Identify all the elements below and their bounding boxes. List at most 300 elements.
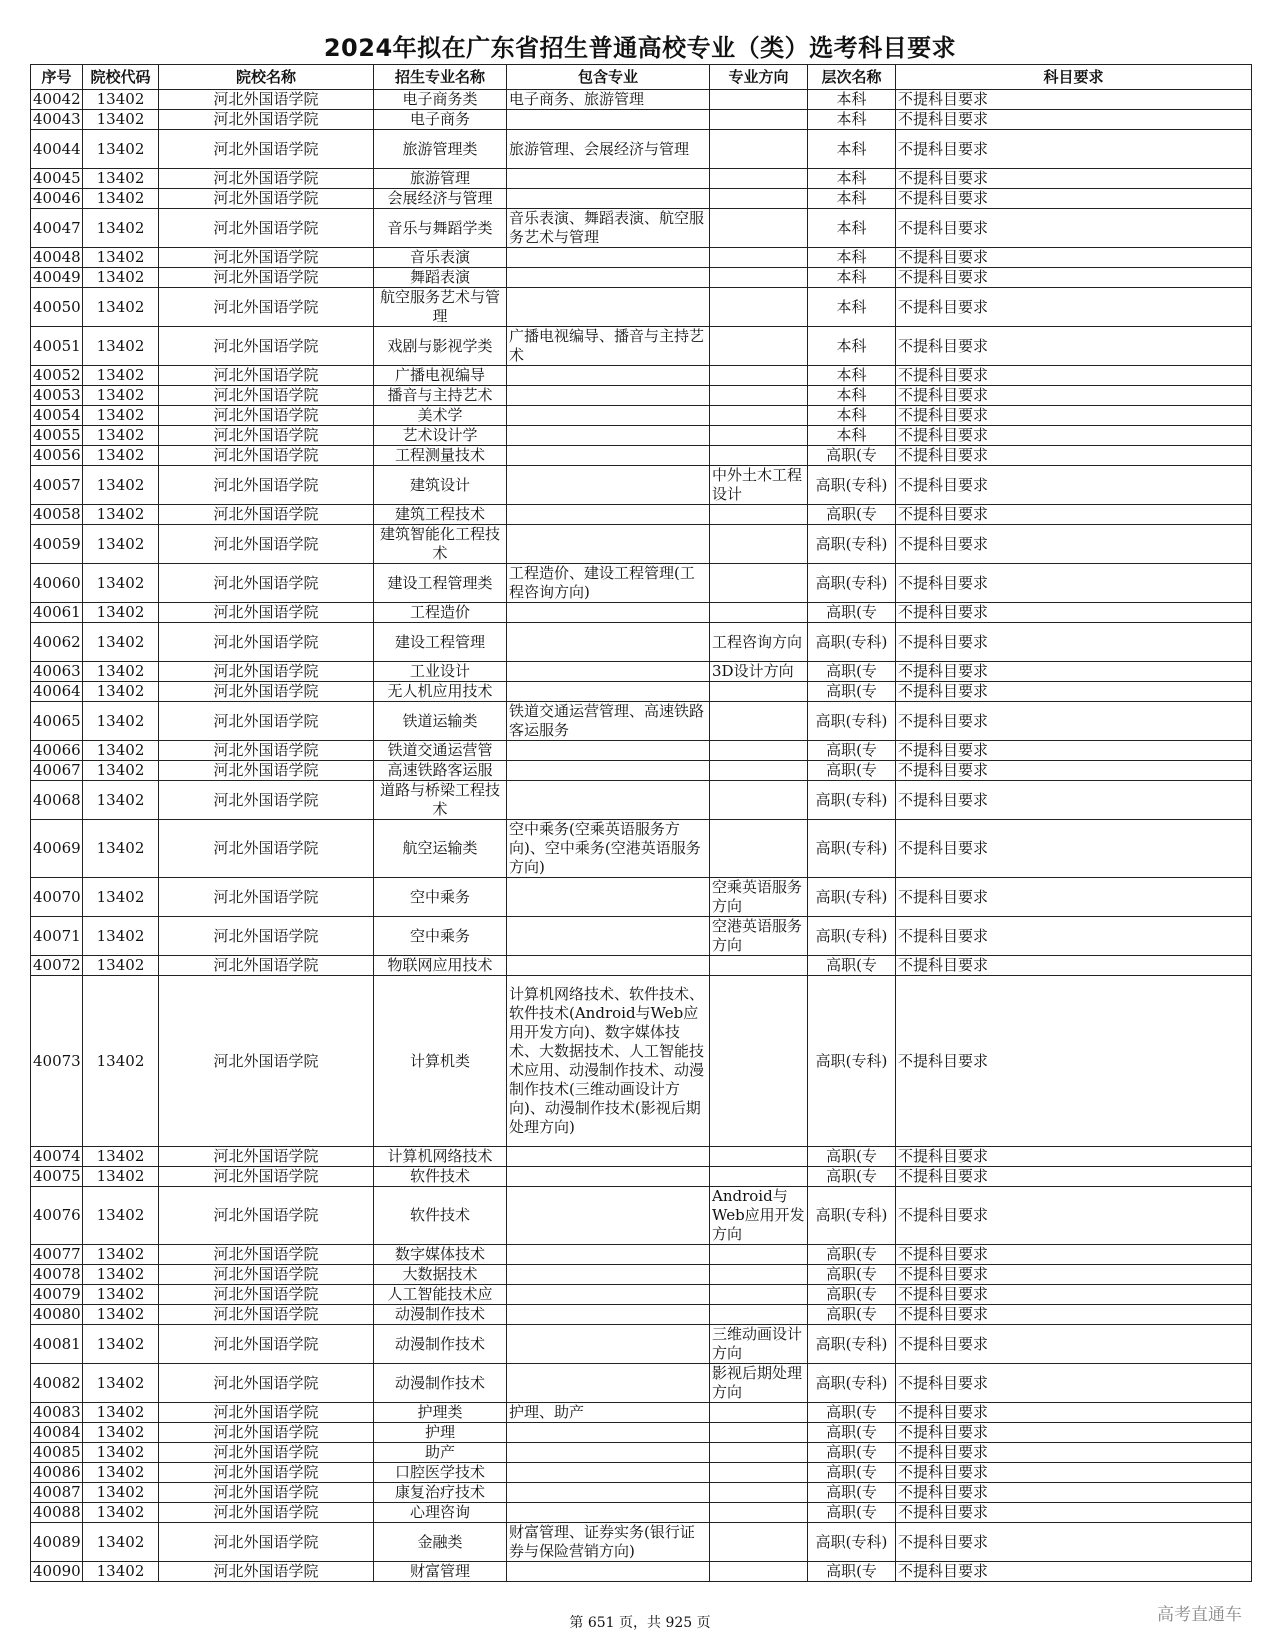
cell-school-name: 河北外国语学院	[159, 268, 374, 288]
cell-major-name: 无人机应用技术	[374, 682, 507, 702]
cell-direction: Android与Web应用开发方向	[710, 1187, 808, 1245]
cell-direction	[710, 682, 808, 702]
cell-level: 高职(专	[808, 1245, 896, 1265]
cell-major-name: 铁道运输类	[374, 702, 507, 741]
cell-included-majors	[507, 1423, 710, 1443]
cell-subject-requirement: 不提科目要求	[896, 268, 1252, 288]
cell-direction	[710, 1167, 808, 1187]
table-row	[31, 603, 1252, 623]
cell-seq: 40058	[31, 505, 83, 525]
cell-school-code: 13402	[83, 741, 159, 761]
cell-major-name: 康复治疗技术	[374, 1483, 507, 1503]
cell-school-name: 河北外国语学院	[159, 426, 374, 446]
cell-school-code: 13402	[83, 110, 159, 130]
cell-major-name: 护理	[374, 1423, 507, 1443]
column-header-subject-requirement: 科目要求	[896, 65, 1252, 90]
cell-direction	[710, 1463, 808, 1483]
cell-school-name: 河北外国语学院	[159, 446, 374, 466]
cell-included-majors	[507, 1562, 710, 1582]
cell-subject-requirement: 不提科目要求	[896, 406, 1252, 426]
cell-seq: 40049	[31, 268, 83, 288]
cell-school-code: 13402	[83, 662, 159, 682]
cell-major-name: 工业设计	[374, 662, 507, 682]
cell-level: 高职(专	[808, 1265, 896, 1285]
cell-major-name: 美术学	[374, 406, 507, 426]
cell-direction	[710, 1147, 808, 1167]
cell-major-name: 旅游管理类	[374, 130, 507, 169]
table-row	[31, 761, 1252, 781]
cell-school-name: 河北外国语学院	[159, 702, 374, 741]
cell-school-code: 13402	[83, 446, 159, 466]
cell-included-majors	[507, 268, 710, 288]
cell-school-code: 13402	[83, 1325, 159, 1364]
cell-major-name: 口腔医学技术	[374, 1463, 507, 1483]
cell-included-majors	[507, 110, 710, 130]
cell-subject-requirement: 不提科目要求	[896, 90, 1252, 110]
cell-school-code: 13402	[83, 956, 159, 976]
cell-school-name: 河北外国语学院	[159, 1523, 374, 1562]
cell-school-code: 13402	[83, 248, 159, 268]
cell-seq: 40078	[31, 1265, 83, 1285]
cell-level: 本科	[808, 130, 896, 169]
cell-subject-requirement: 不提科目要求	[896, 1167, 1252, 1187]
cell-subject-requirement: 不提科目要求	[896, 741, 1252, 761]
cell-direction	[710, 1443, 808, 1463]
cell-school-code: 13402	[83, 1265, 159, 1285]
cell-school-name: 河北外国语学院	[159, 1285, 374, 1305]
cell-included-majors: 财富管理、证券实务(银行证券与保险营销方向)	[507, 1523, 710, 1562]
cell-seq: 40087	[31, 1483, 83, 1503]
cell-included-majors	[507, 446, 710, 466]
cell-direction	[710, 603, 808, 623]
cell-subject-requirement: 不提科目要求	[896, 956, 1252, 976]
cell-level: 高职(专科)	[808, 781, 896, 820]
cell-major-name: 工程造价	[374, 603, 507, 623]
cell-included-majors	[507, 917, 710, 956]
page-footer: 第 651 页，共 925 页	[569, 1615, 711, 1631]
cell-direction	[710, 1423, 808, 1443]
column-header-major-name: 招生专业名称	[374, 65, 507, 90]
cell-subject-requirement: 不提科目要求	[896, 1265, 1252, 1285]
table-row	[31, 662, 1252, 682]
table-row	[31, 209, 1252, 248]
cell-school-name: 河北外国语学院	[159, 761, 374, 781]
cell-direction	[710, 741, 808, 761]
cell-school-name: 河北外国语学院	[159, 130, 374, 169]
cell-seq: 40053	[31, 386, 83, 406]
cell-level: 本科	[808, 386, 896, 406]
cell-seq: 40077	[31, 1245, 83, 1265]
cell-school-code: 13402	[83, 1245, 159, 1265]
cell-seq: 40069	[31, 820, 83, 878]
cell-school-name: 河北外国语学院	[159, 189, 374, 209]
cell-subject-requirement: 不提科目要求	[896, 288, 1252, 327]
cell-level: 高职(专	[808, 603, 896, 623]
cell-school-name: 河北外国语学院	[159, 878, 374, 917]
cell-seq: 40068	[31, 781, 83, 820]
cell-level: 本科	[808, 288, 896, 327]
cell-level: 高职(专科)	[808, 820, 896, 878]
cell-level: 高职(专	[808, 1167, 896, 1187]
cell-level: 高职(专科)	[808, 1187, 896, 1245]
cell-major-name: 广播电视编导	[374, 366, 507, 386]
table-row	[31, 976, 1252, 1147]
cell-school-code: 13402	[83, 1463, 159, 1483]
cell-major-name: 舞蹈表演	[374, 268, 507, 288]
cell-level: 本科	[808, 327, 896, 366]
cell-subject-requirement: 不提科目要求	[896, 1523, 1252, 1562]
cell-level: 本科	[808, 189, 896, 209]
cell-included-majors	[507, 1245, 710, 1265]
cell-seq: 40075	[31, 1167, 83, 1187]
cell-school-name: 河北外国语学院	[159, 1423, 374, 1443]
cell-school-code: 13402	[83, 327, 159, 366]
cell-seq: 40047	[31, 209, 83, 248]
cell-subject-requirement: 不提科目要求	[896, 1364, 1252, 1403]
cell-school-name: 河北外国语学院	[159, 1403, 374, 1423]
cell-subject-requirement: 不提科目要求	[896, 917, 1252, 956]
cell-school-code: 13402	[83, 1562, 159, 1582]
table-row	[31, 268, 1252, 288]
cell-major-name: 建筑工程技术	[374, 505, 507, 525]
cell-level: 本科	[808, 209, 896, 248]
cell-subject-requirement: 不提科目要求	[896, 189, 1252, 209]
cell-included-majors	[507, 623, 710, 662]
table-row	[31, 1285, 1252, 1305]
cell-school-name: 河北外国语学院	[159, 1325, 374, 1364]
column-header-direction: 专业方向	[710, 65, 808, 90]
cell-major-name: 建筑设计	[374, 466, 507, 505]
cell-seq: 40079	[31, 1285, 83, 1305]
cell-direction	[710, 956, 808, 976]
cell-included-majors	[507, 1285, 710, 1305]
cell-included-majors: 计算机网络技术、软件技术、软件技术(Android与Web应用开发方向)、数字媒体技术、大数据技术、人工智能技术应用、动漫制作技术、动漫制作技术(三维动画设计方向)、动漫制作技术(影视后期处理方向)	[507, 976, 710, 1147]
table-row	[31, 820, 1252, 878]
cell-major-name: 电子商务类	[374, 90, 507, 110]
table-row	[31, 1562, 1252, 1582]
cell-school-code: 13402	[83, 820, 159, 878]
cell-seq: 40084	[31, 1423, 83, 1443]
cell-seq: 40042	[31, 90, 83, 110]
cell-school-name: 河北外国语学院	[159, 169, 374, 189]
table-row	[31, 406, 1252, 426]
cell-direction	[710, 564, 808, 603]
cell-school-name: 河北外国语学院	[159, 505, 374, 525]
cell-major-name: 道路与桥梁工程技术	[374, 781, 507, 820]
table-row	[31, 90, 1252, 110]
table-row	[31, 564, 1252, 603]
cell-school-code: 13402	[83, 1187, 159, 1245]
cell-subject-requirement: 不提科目要求	[896, 248, 1252, 268]
cell-subject-requirement: 不提科目要求	[896, 564, 1252, 603]
cell-direction: 影视后期处理方向	[710, 1364, 808, 1403]
cell-school-code: 13402	[83, 682, 159, 702]
table-row	[31, 878, 1252, 917]
cell-major-name: 护理类	[374, 1403, 507, 1423]
cell-seq: 40083	[31, 1403, 83, 1423]
cell-school-code: 13402	[83, 505, 159, 525]
table-row	[31, 327, 1252, 366]
cell-subject-requirement: 不提科目要求	[896, 976, 1252, 1147]
cell-major-name: 助产	[374, 1443, 507, 1463]
cell-major-name: 航空服务艺术与管理	[374, 288, 507, 327]
table-row	[31, 110, 1252, 130]
cell-included-majors	[507, 1503, 710, 1523]
cell-direction	[710, 1285, 808, 1305]
cell-included-majors	[507, 956, 710, 976]
cell-seq: 40086	[31, 1463, 83, 1483]
table-row	[31, 1187, 1252, 1245]
cell-direction	[710, 1523, 808, 1562]
cell-included-majors: 护理、助产	[507, 1403, 710, 1423]
cell-school-name: 河北外国语学院	[159, 1443, 374, 1463]
cell-direction	[710, 327, 808, 366]
table-row	[31, 1305, 1252, 1325]
cell-major-name: 铁道交通运营管	[374, 741, 507, 761]
cell-subject-requirement: 不提科目要求	[896, 682, 1252, 702]
cell-direction	[710, 446, 808, 466]
cell-direction	[710, 189, 808, 209]
cell-school-name: 河北外国语学院	[159, 386, 374, 406]
cell-included-majors	[507, 466, 710, 505]
cell-included-majors	[507, 1167, 710, 1187]
cell-school-name: 河北外国语学院	[159, 1305, 374, 1325]
cell-seq: 40073	[31, 976, 83, 1147]
cell-major-name: 物联网应用技术	[374, 956, 507, 976]
cell-seq: 40089	[31, 1523, 83, 1562]
cell-seq: 40063	[31, 662, 83, 682]
cell-school-name: 河北外国语学院	[159, 288, 374, 327]
cell-subject-requirement: 不提科目要求	[896, 169, 1252, 189]
cell-subject-requirement: 不提科目要求	[896, 761, 1252, 781]
table-row	[31, 1423, 1252, 1443]
cell-seq: 40071	[31, 917, 83, 956]
cell-seq: 40046	[31, 189, 83, 209]
cell-school-code: 13402	[83, 1503, 159, 1523]
cell-school-name: 河北外国语学院	[159, 1364, 374, 1403]
cell-major-name: 电子商务	[374, 110, 507, 130]
cell-level: 高职(专	[808, 1147, 896, 1167]
cell-level: 高职(专科)	[808, 1523, 896, 1562]
cell-direction	[710, 1562, 808, 1582]
cell-level: 高职(专科)	[808, 917, 896, 956]
cell-seq: 40056	[31, 446, 83, 466]
cell-seq: 40059	[31, 525, 83, 564]
cell-level: 高职(专科)	[808, 702, 896, 741]
cell-included-majors	[507, 1265, 710, 1285]
cell-level: 高职(专	[808, 1503, 896, 1523]
cell-seq: 40081	[31, 1325, 83, 1364]
cell-direction	[710, 209, 808, 248]
cell-major-name: 数字媒体技术	[374, 1245, 507, 1265]
table-row	[31, 288, 1252, 327]
table-row	[31, 1523, 1252, 1562]
cell-subject-requirement: 不提科目要求	[896, 209, 1252, 248]
cell-school-name: 河北外国语学院	[159, 1463, 374, 1483]
cell-seq: 40067	[31, 761, 83, 781]
cell-major-name: 动漫制作技术	[374, 1364, 507, 1403]
cell-school-name: 河北外国语学院	[159, 525, 374, 564]
cell-level: 高职(专	[808, 1285, 896, 1305]
cell-school-code: 13402	[83, 1285, 159, 1305]
cell-seq: 40070	[31, 878, 83, 917]
cell-direction: 中外土木工程设计	[710, 466, 808, 505]
table-row	[31, 1483, 1252, 1503]
cell-school-code: 13402	[83, 1483, 159, 1503]
cell-subject-requirement: 不提科目要求	[896, 1403, 1252, 1423]
table-row	[31, 1463, 1252, 1483]
cell-subject-requirement: 不提科目要求	[896, 1305, 1252, 1325]
cell-included-majors	[507, 1147, 710, 1167]
cell-included-majors	[507, 1187, 710, 1245]
cell-seq: 40065	[31, 702, 83, 741]
cell-seq: 40061	[31, 603, 83, 623]
cell-major-name: 软件技术	[374, 1167, 507, 1187]
cell-direction	[710, 426, 808, 446]
table-row	[31, 1265, 1252, 1285]
cell-subject-requirement: 不提科目要求	[896, 702, 1252, 741]
page-title: 2024年拟在广东省招生普通高校专业（类）选考科目要求	[323, 34, 957, 62]
cell-level: 高职(专科)	[808, 1364, 896, 1403]
cell-major-name: 财富管理	[374, 1562, 507, 1582]
cell-school-name: 河北外国语学院	[159, 1562, 374, 1582]
table-row	[31, 781, 1252, 820]
cell-seq: 40090	[31, 1562, 83, 1582]
cell-subject-requirement: 不提科目要求	[896, 446, 1252, 466]
cell-school-code: 13402	[83, 878, 159, 917]
cell-school-code: 13402	[83, 917, 159, 956]
cell-school-name: 河北外国语学院	[159, 327, 374, 366]
column-header-level: 层次名称	[808, 65, 896, 90]
cell-level: 高职(专	[808, 1305, 896, 1325]
cell-school-name: 河北外国语学院	[159, 564, 374, 603]
cell-seq: 40055	[31, 426, 83, 446]
cell-school-code: 13402	[83, 1167, 159, 1187]
cell-direction	[710, 505, 808, 525]
cell-direction	[710, 1245, 808, 1265]
cell-seq: 40057	[31, 466, 83, 505]
cell-major-name: 动漫制作技术	[374, 1305, 507, 1325]
cell-school-code: 13402	[83, 130, 159, 169]
table-row	[31, 446, 1252, 466]
cell-school-name: 河北外国语学院	[159, 956, 374, 976]
cell-included-majors	[507, 248, 710, 268]
cell-direction	[710, 1403, 808, 1423]
cell-included-majors: 铁道交通运营管理、高速铁路客运服务	[507, 702, 710, 741]
cell-major-name: 空中乘务	[374, 917, 507, 956]
column-header-included-majors: 包含专业	[507, 65, 710, 90]
cell-school-code: 13402	[83, 366, 159, 386]
cell-school-name: 河北外国语学院	[159, 623, 374, 662]
cell-school-name: 河北外国语学院	[159, 917, 374, 956]
cell-level: 高职(专科)	[808, 466, 896, 505]
cell-direction: 3D设计方向	[710, 662, 808, 682]
table-row	[31, 1167, 1252, 1187]
cell-major-name: 工程测量技术	[374, 446, 507, 466]
cell-major-name: 航空运输类	[374, 820, 507, 878]
brand-watermark: 高考直通车	[1157, 1605, 1242, 1625]
cell-level: 高职(专	[808, 1463, 896, 1483]
table-row	[31, 1325, 1252, 1364]
cell-school-code: 13402	[83, 1305, 159, 1325]
cell-school-name: 河北外国语学院	[159, 820, 374, 878]
cell-school-name: 河北外国语学院	[159, 1187, 374, 1245]
cell-level: 高职(专	[808, 741, 896, 761]
cell-included-majors	[507, 1483, 710, 1503]
cell-direction	[710, 366, 808, 386]
table-row	[31, 366, 1252, 386]
cell-direction	[710, 386, 808, 406]
cell-subject-requirement: 不提科目要求	[896, 327, 1252, 366]
cell-school-name: 河北外国语学院	[159, 1503, 374, 1523]
cell-school-code: 13402	[83, 1364, 159, 1403]
cell-included-majors	[507, 288, 710, 327]
cell-direction: 空港英语服务方向	[710, 917, 808, 956]
cell-school-code: 13402	[83, 466, 159, 505]
cell-major-name: 戏剧与影视学类	[374, 327, 507, 366]
cell-included-majors	[507, 603, 710, 623]
cell-major-name: 建筑智能化工程技术	[374, 525, 507, 564]
cell-level: 高职(专科)	[808, 976, 896, 1147]
cell-major-name: 人工智能技术应	[374, 1285, 507, 1305]
cell-school-code: 13402	[83, 603, 159, 623]
cell-school-code: 13402	[83, 90, 159, 110]
column-header-school-code: 院校代码	[83, 65, 159, 90]
table-row	[31, 1443, 1252, 1463]
table-row	[31, 386, 1252, 406]
table-row	[31, 956, 1252, 976]
cell-level: 本科	[808, 268, 896, 288]
cell-direction	[710, 288, 808, 327]
cell-included-majors	[507, 426, 710, 446]
cell-school-code: 13402	[83, 564, 159, 603]
cell-major-name: 建设工程管理	[374, 623, 507, 662]
cell-included-majors: 工程造价、建设工程管理(工程咨询方向)	[507, 564, 710, 603]
cell-school-name: 河北外国语学院	[159, 781, 374, 820]
cell-level: 高职(专	[808, 505, 896, 525]
cell-direction	[710, 761, 808, 781]
cell-subject-requirement: 不提科目要求	[896, 466, 1252, 505]
cell-school-code: 13402	[83, 209, 159, 248]
cell-level: 高职(专	[808, 682, 896, 702]
cell-seq: 40050	[31, 288, 83, 327]
cell-school-name: 河北外国语学院	[159, 1245, 374, 1265]
cell-school-code: 13402	[83, 426, 159, 446]
cell-level: 高职(专	[808, 956, 896, 976]
cell-major-name: 计算机网络技术	[374, 1147, 507, 1167]
cell-school-name: 河北外国语学院	[159, 110, 374, 130]
table-row	[31, 466, 1252, 505]
table-row	[31, 248, 1252, 268]
cell-direction	[710, 702, 808, 741]
cell-school-code: 13402	[83, 189, 159, 209]
cell-school-name: 河北外国语学院	[159, 248, 374, 268]
cell-seq: 40088	[31, 1503, 83, 1523]
table-row	[31, 169, 1252, 189]
cell-level: 本科	[808, 248, 896, 268]
cell-included-majors	[507, 781, 710, 820]
cell-level: 高职(专科)	[808, 525, 896, 564]
cell-major-name: 金融类	[374, 1523, 507, 1562]
cell-school-name: 河北外国语学院	[159, 1167, 374, 1187]
cell-included-majors	[507, 1443, 710, 1463]
cell-included-majors	[507, 1364, 710, 1403]
table-row	[31, 505, 1252, 525]
cell-level: 本科	[808, 426, 896, 446]
column-header-seq: 序号	[31, 65, 83, 90]
cell-school-code: 13402	[83, 1403, 159, 1423]
cell-major-name: 艺术设计学	[374, 426, 507, 446]
